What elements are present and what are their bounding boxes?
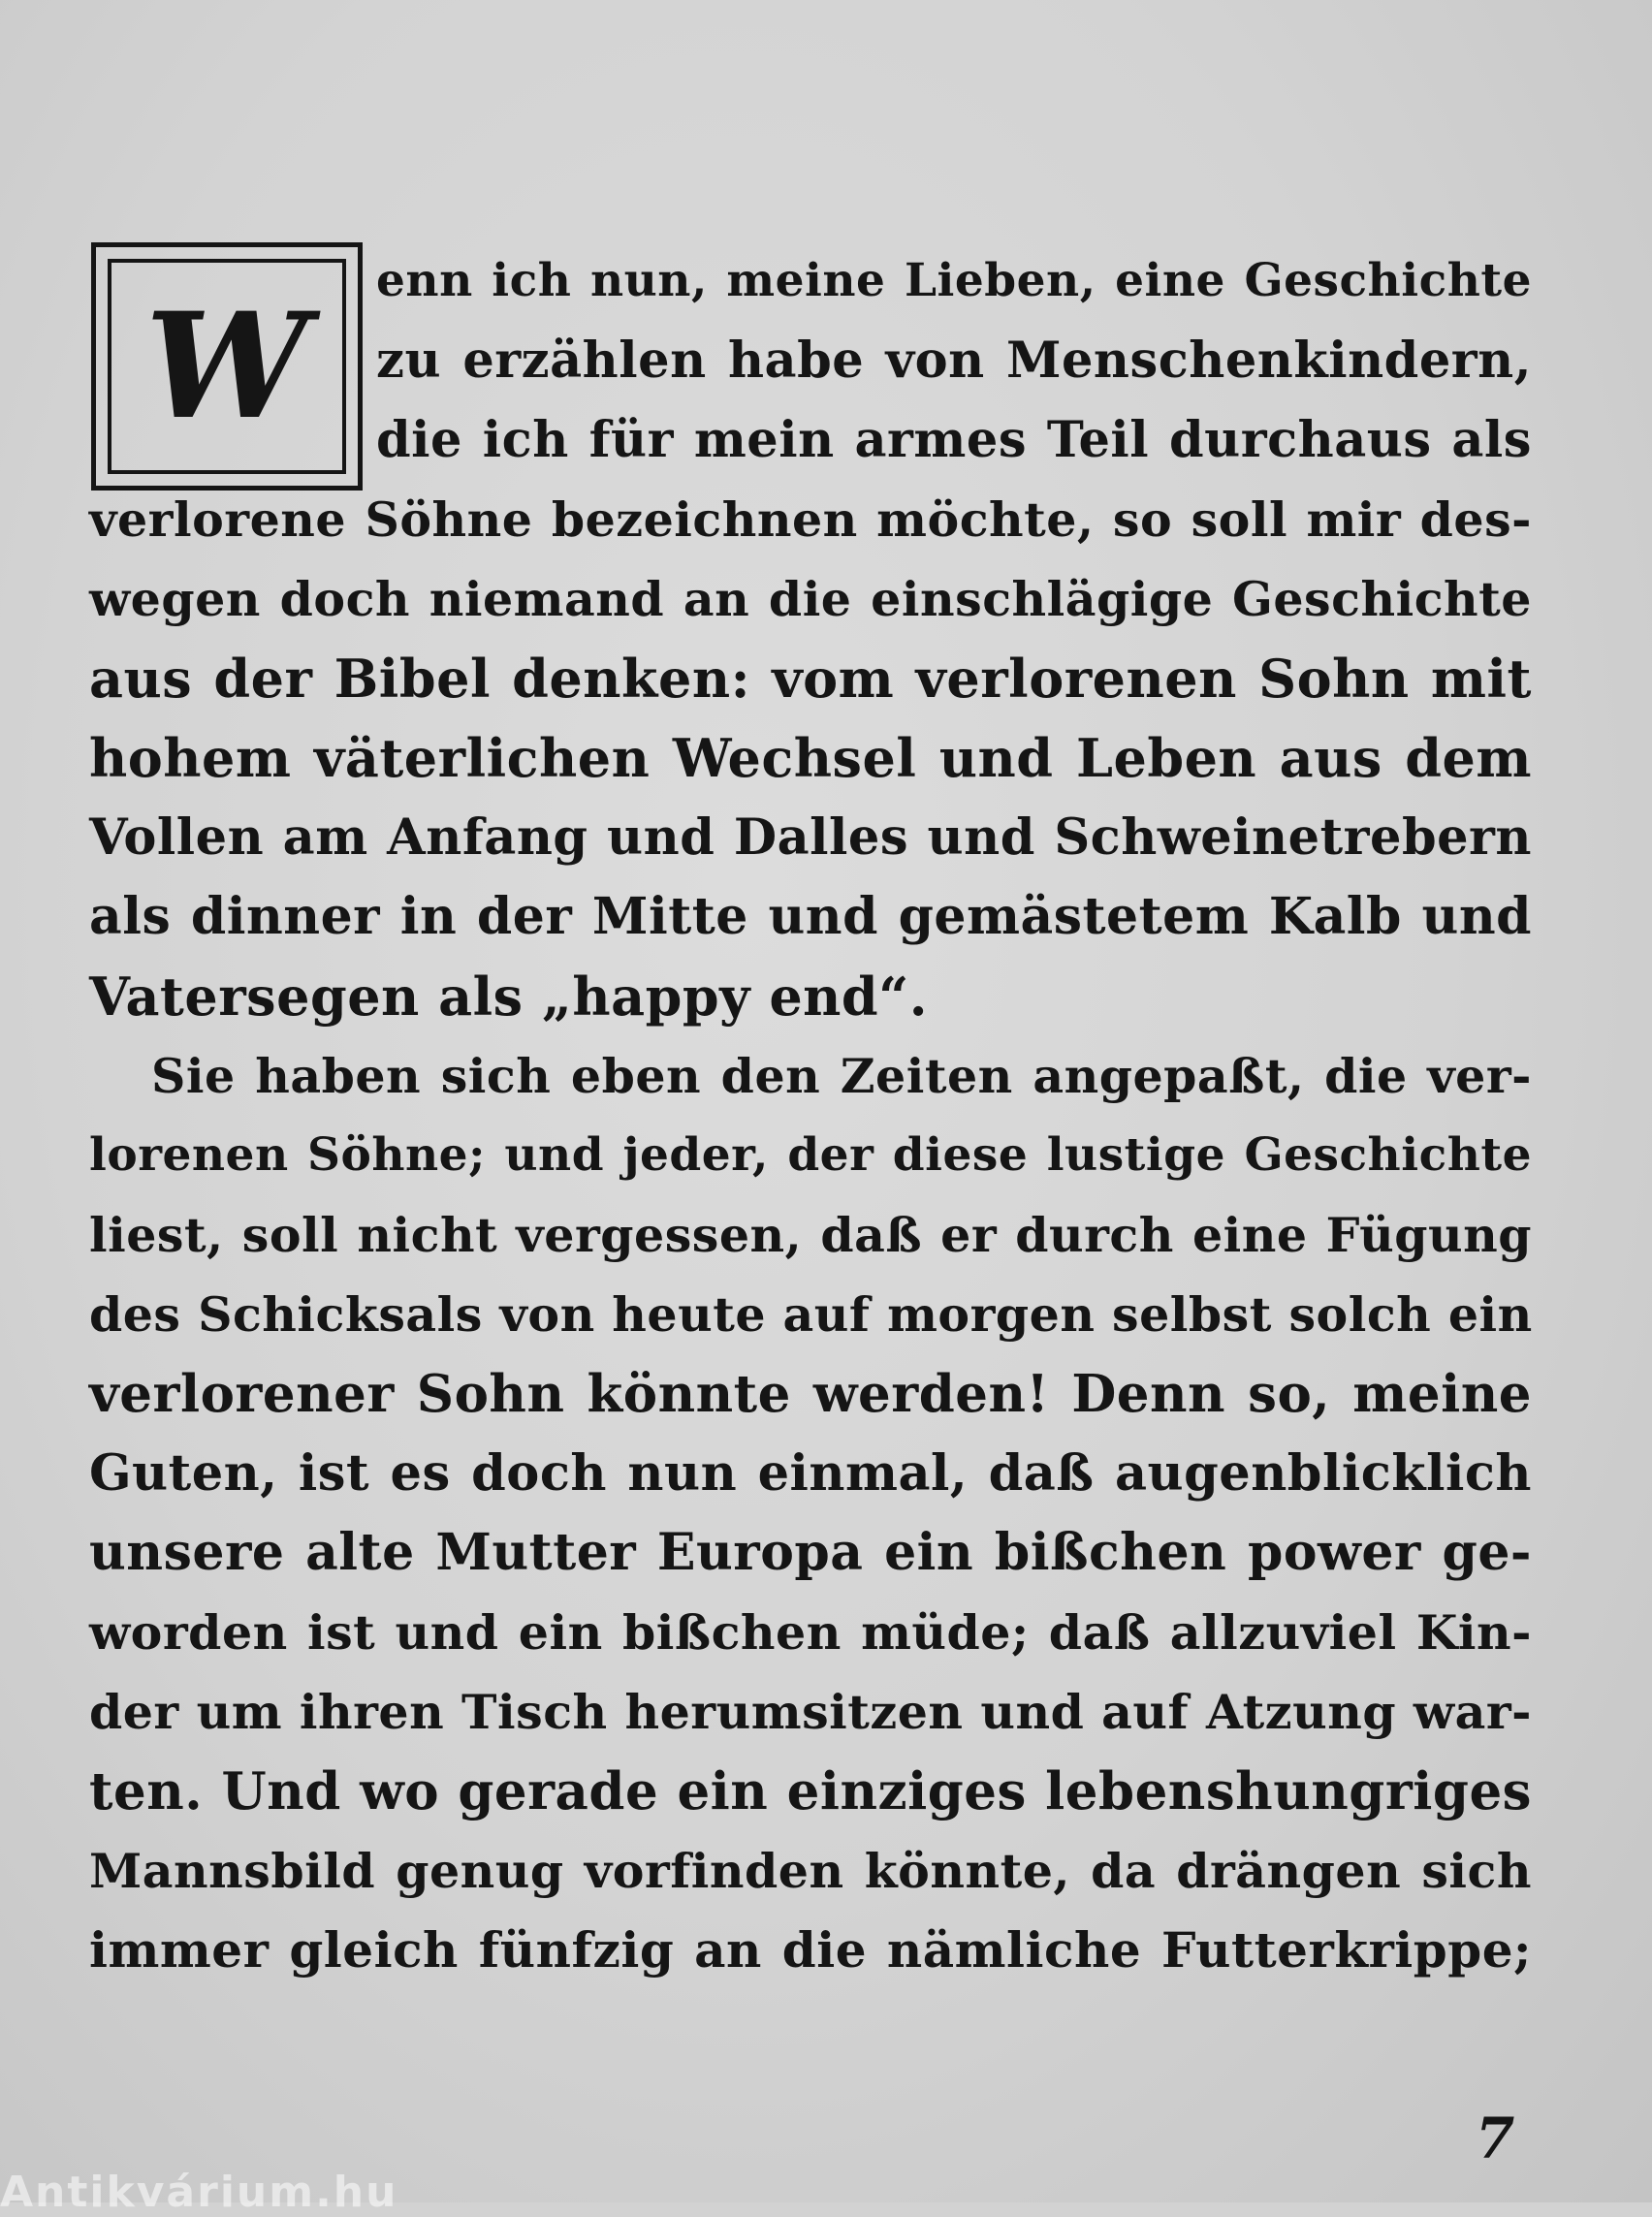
text-line: hohem väterlichen Wechsel und Leben aus dem [89, 727, 1532, 789]
text-line: ten. Und wo gerade ein einziges lebenshungriges [89, 1761, 1532, 1821]
text-line: verlorener Sohn könnte werden! Denn so, meine [89, 1364, 1532, 1424]
text-line: lorenen Söhne; und jeder, der diese lustige Geschichte [89, 1128, 1532, 1182]
text-line: liest, soll nicht vergessen, daß er durch eine Fügung [89, 1207, 1532, 1263]
text-line: immer gleich fünfzig an die nämliche Futterkrippe; [89, 1921, 1532, 1979]
drop-cap-inner-frame [108, 259, 346, 474]
drop-cap-frame [91, 242, 363, 491]
watermark: Antikvárium.hu [0, 2168, 398, 2217]
text-line: aus der Bibel denken: vom verlorenen Sohn mit [89, 648, 1532, 710]
text-line: die ich für mein armes Teil durchaus als [376, 411, 1532, 469]
page-number: 7 [1476, 2106, 1515, 2171]
text-line: enn ich nun, meine Lieben, eine Geschichte [376, 254, 1532, 307]
text-line: als dinner in der Mitte und gemästetem Kalb und [89, 887, 1532, 946]
text-line: der um ihren Tisch herumsitzen und auf Atzung war- [89, 1684, 1532, 1740]
drop-cap-letter: W [144, 281, 309, 452]
text-line: Vollen am Anfang und Dalles und Schweinetrebern [89, 808, 1532, 867]
text-line: Mannsbild genug vorfinden könnte, da drängen sich [89, 1843, 1532, 1899]
text-line: des Schicksals von heute auf morgen selbst solch ein [89, 1286, 1533, 1343]
text-line: worden ist und ein bißchen müde; daß allzuviel Kin- [89, 1604, 1532, 1661]
text-line: zu erzählen habe von Menschenkindern, [376, 332, 1532, 390]
text-line: unsere alte Mutter Europa ein bißchen power ge- [89, 1523, 1532, 1582]
text-line: Sie haben sich eben den Zeiten angepaßt, die ver- [151, 1048, 1532, 1104]
text-line: verlorene Söhne bezeichnen möchte, so soll mir des- [89, 491, 1532, 548]
text-line: Guten, ist es doch nun einmal, daß augenblicklich [89, 1444, 1532, 1503]
text-line: wegen doch niemand an die einschlägige Geschichte [89, 571, 1532, 627]
text-line: Vatersegen als „happy end“. [89, 966, 929, 1028]
